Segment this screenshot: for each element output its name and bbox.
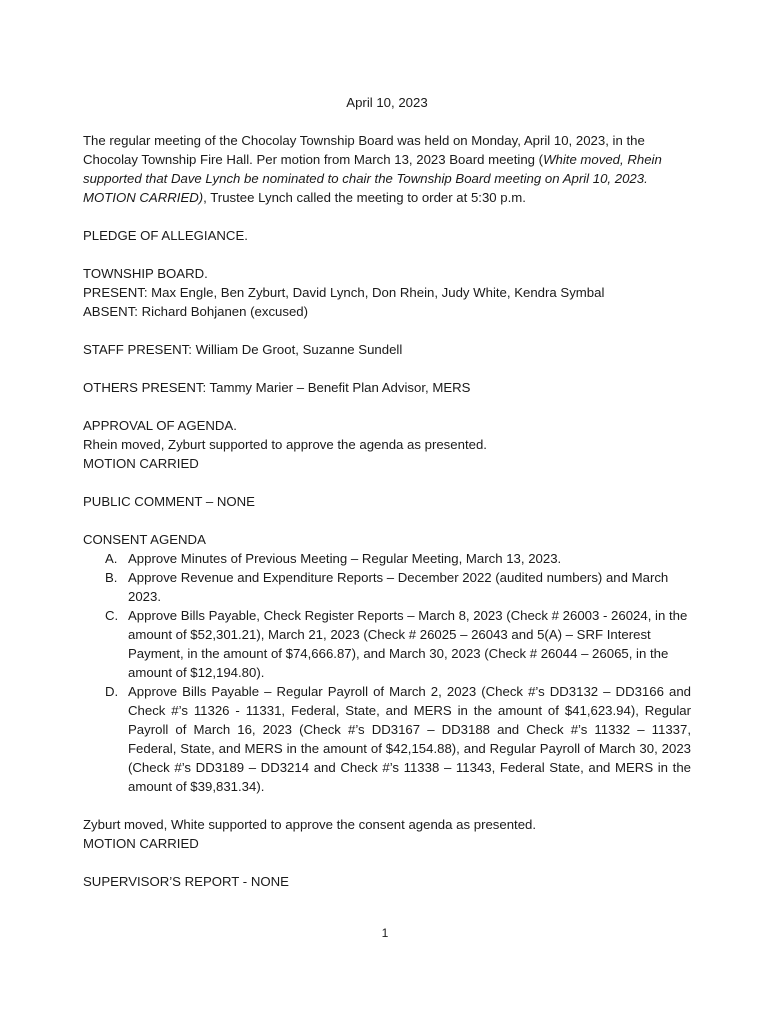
staff-present: STAFF PRESENT: William De Groot, Suzanne Sundell <box>83 342 403 357</box>
list-item-letter: B. <box>105 570 118 585</box>
present-members: PRESENT: Max Engle, Ben Zyburt, David Lynch, Don Rhein, Judy White, Kendra Symbal <box>83 285 605 300</box>
supervisors-report: SUPERVISOR’S REPORT - NONE <box>83 874 289 889</box>
list-item-text: Approve Revenue and Expenditure Reports – December 2022 (audited numbers) and March 2023. <box>128 570 669 604</box>
consent-agenda-list <box>83 549 691 796</box>
public-comment: PUBLIC COMMENT – NONE <box>83 494 255 509</box>
intro-paragraph <box>83 131 691 207</box>
approval-of-agenda-section <box>83 416 691 473</box>
township-board-section <box>83 264 691 321</box>
approval-of-agenda-result: MOTION CARRIED <box>83 456 199 471</box>
list-item-letter: C. <box>105 608 119 623</box>
intro-italic-motion: White moved, Rhein supported that Dave Lynch be nominated to chair the Township Board meeting on April 10, 2023. MOTION CARRIED) <box>83 152 662 205</box>
list-item-letter: A. <box>105 551 118 566</box>
list-item-text: Approve Minutes of Previous Meeting – Regular Meeting, March 13, 2023. <box>128 551 562 566</box>
list-item <box>83 682 691 796</box>
absent-members: ABSENT: Richard Bohjanen (excused) <box>83 304 309 319</box>
township-board-heading: TOWNSHIP BOARD. <box>83 266 208 281</box>
list-item-text: Approve Bills Payable – Regular Payroll of March 2, 2023 (Check #’s DD3132 – DD3166 and Check #’s 11326 - 11331, Federal, State, and MERS in the amount of $41,623.94), Regular Payroll of March 16, 2023 (Check #’s DD3167 – DD3188 and Check #’s 11332 – 11337, Federal, State, and MERS in the amount of $42,154.88), and Regular Payroll of March 30, 2023 (Check #’s DD3189 – DD3214 and Check #’s 11338 – 11343, Federal State, and MERS in the amount of $39,831.34). <box>128 684 691 794</box>
date-heading: April 10, 2023 <box>346 95 428 110</box>
list-item-letter: D. <box>105 684 119 699</box>
consent-agenda-result: MOTION CARRIED <box>83 836 199 851</box>
list-item-text: Approve Bills Payable, Check Register Reports – March 8, 2023 (Check # 26003 - 26024, in the amount of $52,301.21), March 21, 2023 (Check # 26025 – 26043 and 5(A) – SRF Interest Payment, in the amount of $74,666.87), and March 30, 2023 (Check # 26044 – 26065, in the amount of $12,194.80). <box>128 608 688 680</box>
list-item <box>83 606 691 682</box>
intro-text: The regular meeting of the Chocolay Township Board was held on Monday, April 10, 2023, in the Chocolay Township Fire Hall. Per motion from March 13, 2023 Board meeting ( <box>83 133 645 167</box>
page-number: 1 <box>381 926 389 940</box>
approval-of-agenda-motion: Rhein moved, Zyburt supported to approve the agenda as presented. <box>83 437 487 452</box>
consent-agenda-motion-section <box>83 815 691 853</box>
document-body <box>83 93 691 910</box>
others-present: OTHERS PRESENT: Tammy Marier – Benefit Plan Advisor, MERS <box>83 380 471 395</box>
pledge-heading: PLEDGE OF ALLEGIANCE. <box>83 228 248 243</box>
consent-agenda-motion: Zyburt moved, White supported to approve the consent agenda as presented. <box>83 817 537 832</box>
consent-agenda-heading: CONSENT AGENDA <box>83 532 206 547</box>
list-item <box>83 568 691 606</box>
approval-of-agenda-heading: APPROVAL OF AGENDA. <box>83 418 237 433</box>
intro-text-end: , Trustee Lynch called the meeting to order at 5:30 p.m. <box>203 190 526 205</box>
list-item <box>83 549 691 568</box>
